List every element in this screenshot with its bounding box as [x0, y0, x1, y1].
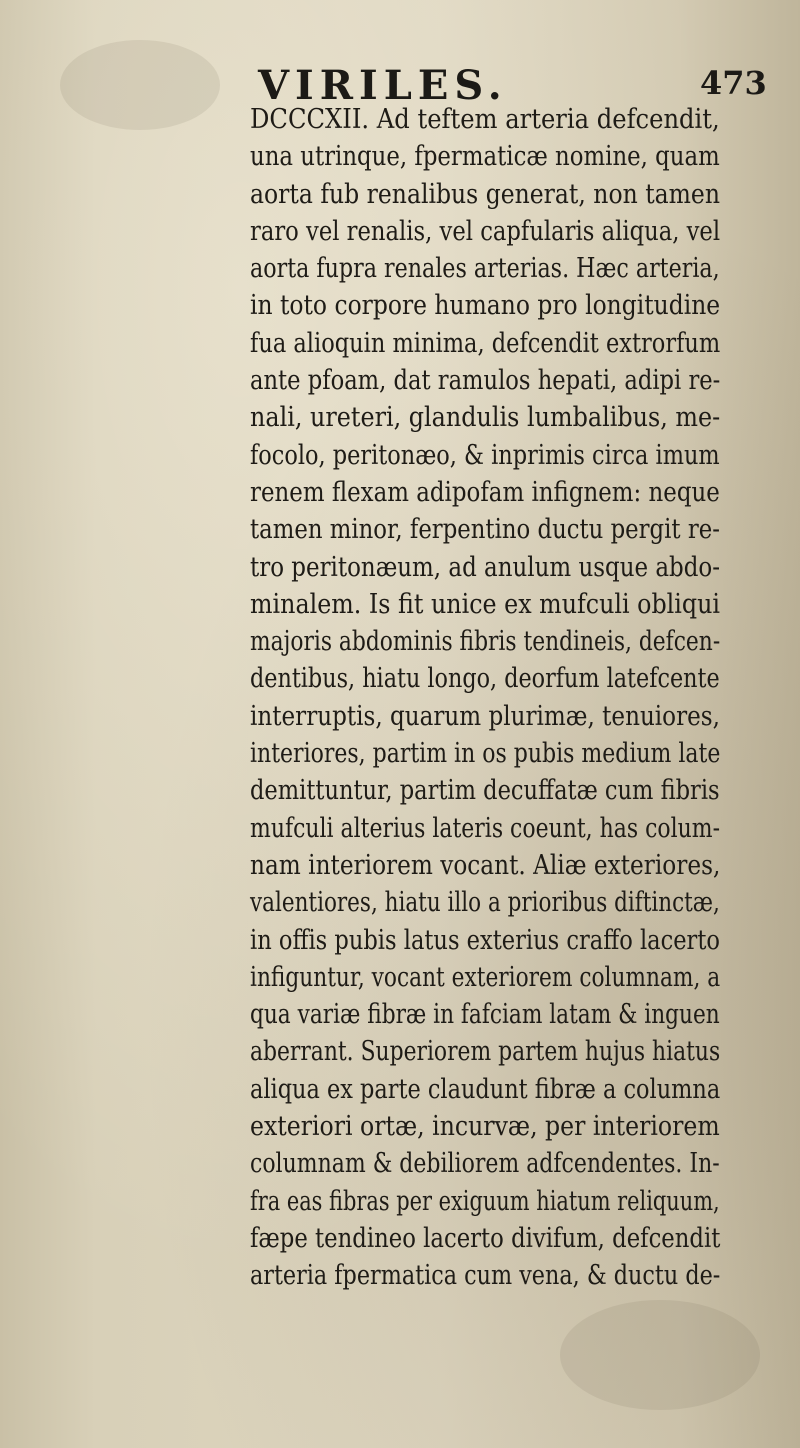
text-line: aliqua ex parte claudunt fibræ a columna [250, 1073, 721, 1105]
text-line: fæpe tendineo lacerto divifum, defcendit [250, 1222, 721, 1254]
page-number: 473 [700, 64, 767, 102]
text-line: tro peritonæum, ad anulum usque abdo- [250, 551, 720, 583]
text-line: nam interiorem vocant. Aliæ exteriores, [250, 849, 721, 881]
text-line: aberrant. Superiorem partem hujus hiatus [250, 1036, 721, 1068]
text-line: demittuntur, partim decuffatæ cum fibris [250, 775, 720, 807]
text-line: dentibus, hiatu longo, deorfum latefcente [250, 663, 720, 695]
text-line: infiguntur, vocant exteriorem columnam, a [250, 961, 721, 993]
text-line: qua variæ fibræ in fafciam latam & inguen [250, 999, 720, 1031]
running-title: VIRILES. [258, 62, 508, 109]
text-line: una utrinque, fpermaticæ nomine, quam [250, 141, 720, 173]
text-line: columnam & debiliorem adfcendentes. In- [250, 1148, 720, 1180]
text-line: interruptis, quarum plurimæ, tenuiores, [250, 700, 720, 732]
text-line: ante pfoam, dat ramulos hepati, adipi re- [250, 365, 721, 397]
text-line: interiores, partim in os pubis medium late [250, 738, 721, 770]
text-line: exteriori ortæ, incurvæ, per interiorem [250, 1111, 720, 1143]
text-line: tamen minor, ferpentino ductu pergit re- [250, 514, 720, 546]
text-line: DCCCXII. Ad teftem arteria defcendit, [250, 104, 720, 135]
text-line: fua alioquin minima, defcendit extrorfum [250, 327, 721, 359]
body-text [250, 101, 720, 1295]
text-line: minalem. Is fit unice ex mufculi obliqui [250, 588, 721, 620]
text-line: raro vel renalis, vel capfularis aliqua, vel [250, 215, 721, 247]
text-line: aorta fub renalibus generat, non tamen [250, 178, 720, 210]
text-line: nali, ureteri, glandulis lumbalibus, me- [250, 402, 721, 434]
text-line: focolo, peritonæo, & inprimis circa imum [250, 439, 720, 471]
text-line: renem flexam adipofam infignem: neque [250, 476, 720, 508]
text-line: aorta fupra renales arterias. Hæc arteria, [250, 253, 720, 285]
text-line: majoris abdominis fibris tendineis, defcen- [250, 626, 721, 658]
text-line: in offis pubis latus exterius craffo lacerto [250, 924, 720, 956]
paper-stain [560, 1300, 760, 1410]
text-line: arteria fpermatica cum vena, & ductu de- [250, 1260, 721, 1292]
text-line: fra eas fibras per exiguum hiatum reliquum, [250, 1185, 720, 1217]
text-line: valentiores, hiatu illo a prioribus diftinctæ, [250, 887, 720, 919]
text-line: mufculi alterius lateris coeunt, has colum- [250, 812, 721, 844]
text-line: in toto corpore humano pro longitudine [250, 290, 721, 322]
